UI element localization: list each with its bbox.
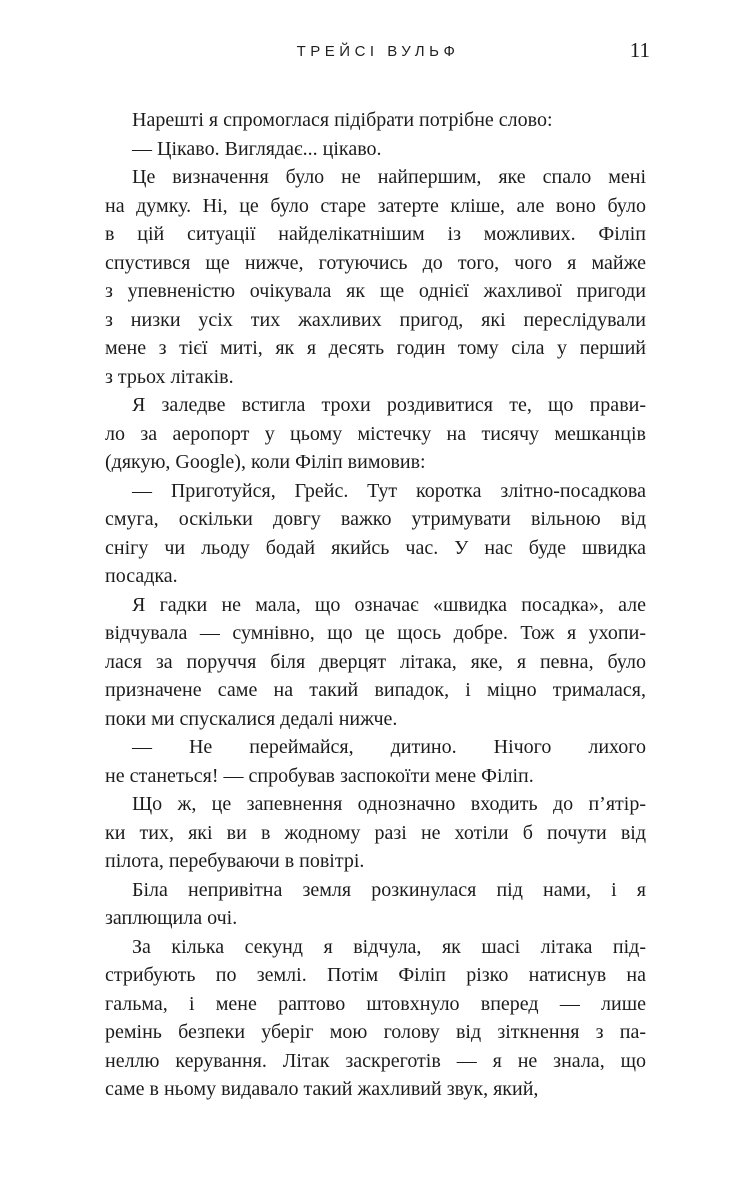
text-line: поки ми спускалися дедалі нижче. xyxy=(105,707,398,730)
text-line: заплющила очі. xyxy=(105,907,238,929)
text-line: не станеться! — спробував заспокоїти мене Філіп. xyxy=(105,764,534,787)
paragraph xyxy=(105,106,646,135)
text-line: ремінь безпеки уберіг мою голову від зіткнення з па- xyxy=(105,1021,646,1043)
text-line: в цій ситуації найделікатнішим із можливих. Філіп xyxy=(105,223,646,245)
paragraph xyxy=(105,790,646,876)
text-line: на думку. Ні, це було старе затерте кліше, але воно було xyxy=(105,194,646,217)
text-line: (дякую, Google), коли Філіп вимовив: xyxy=(105,451,426,473)
text-line: смуга, оскільки довгу важко утримувати вільною від xyxy=(105,508,646,530)
text-line: Це визначення було не найпершим, яке спало мені xyxy=(132,166,646,188)
text-line: мене з тієї миті, як я десять годин тому сіла у перший xyxy=(105,337,646,359)
paragraph xyxy=(105,163,646,391)
text-line: Я гадки не мала, що означає «швидка посадка», але xyxy=(132,593,646,616)
text-line: лася за поруччя біля дверцят літака, яке, я певна, було xyxy=(105,650,646,673)
text-line: Нарешті я спромоглася підібрати потрібне слово: xyxy=(132,109,553,131)
text-line: спустився ще нижче, готуючись до того, чого я майже xyxy=(105,251,646,274)
text-line: ло за аеропорт у цьому містечку на тисячу мешканців xyxy=(105,422,646,445)
text-line: пілота, перебуваючи в повітрі. xyxy=(105,850,365,872)
text-line: Я заледве встигла трохи роздивитися те, що прави- xyxy=(132,394,646,416)
paragraph xyxy=(105,876,646,933)
text-line: ки тих, які ви в жодному разі не хотіли б почути від xyxy=(105,821,646,844)
text-line: з упевненістю очікувала як ще однієї жахливої пригоди xyxy=(105,280,646,302)
text-line: Що ж, це запевнення однозначно входить до п’ятір- xyxy=(132,793,646,815)
paragraph xyxy=(105,733,646,790)
running-head-author: ТРЕЙСІ ВУЛЬФ xyxy=(296,43,460,60)
text-line: з трьох літаків. xyxy=(105,365,234,388)
paragraph xyxy=(105,135,646,164)
paragraph xyxy=(105,933,646,1104)
text-line: Біла непривітна земля розкинулася під нами, і я xyxy=(132,878,646,901)
paragraph xyxy=(105,391,646,477)
text-block xyxy=(105,106,646,1104)
text-line: — Цікаво. Виглядає... цікаво. xyxy=(132,137,382,160)
text-line: неллю керування. Літак заскреготів — я не знала, що xyxy=(105,1049,646,1072)
page-number: 11 xyxy=(629,38,650,62)
text-line: відчувала — сумнівно, що це щось добре. Тож я ухопи- xyxy=(105,622,646,644)
text-line: стрибують по землі. Потім Філіп різко натиснув на xyxy=(105,964,646,986)
page-header xyxy=(0,38,756,66)
text-line: призначене саме на такий випадок, і міцно трималася, xyxy=(105,679,646,701)
text-line: — Приготуйся, Грейс. Тут коротка злітно-посадкова xyxy=(132,479,646,502)
text-line: За кілька секунд я відчула, як шасі літака під- xyxy=(132,935,646,958)
text-line: гальма, і мене раптово штовхнуло вперед — лише xyxy=(105,992,646,1015)
text-line: посадка. xyxy=(105,565,178,587)
text-line: — Не переймайся, дитино. Нічого лихого xyxy=(132,736,646,758)
text-line: саме в ньому видавало такий жахливий звук, який, xyxy=(105,1078,539,1100)
paragraph xyxy=(105,591,646,734)
text-line: з низки усіх тих жахливих пригод, які переслідували xyxy=(105,308,646,331)
text-line: снігу чи льоду бодай якийсь час. У нас буде швидка xyxy=(105,536,646,559)
paragraph xyxy=(105,477,646,591)
